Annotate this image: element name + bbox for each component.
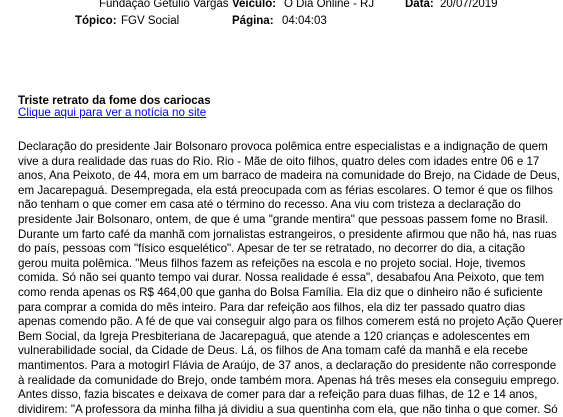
topic-value: FGV Social <box>121 15 180 27</box>
article-line: à realidade da comunidade do Brejo, onde também mora. Apenas há três meses ela conseguiu emprego. <box>18 373 560 387</box>
article-line: vulnerabilidade social, da Cidade de Deus. Lá, os filhos de Ana tomam café da manhã e ela recebe <box>18 344 528 358</box>
vehicle-label: Veículo: <box>232 0 277 10</box>
article-line: do país, pessoas com "físico esquelético". Apesar de ter se retratado, no decorrer do dia, a citação <box>18 242 526 256</box>
article-line: Declaração do presidente Jair Bolsonaro provoca polêmica entre especialistas e a indignação de quem <box>18 140 548 153</box>
view-on-site-link[interactable]: Clique aqui para ver a notícia no site <box>18 106 207 119</box>
article-line: mantimentos. Para a motogirl Flávia de Araújo, de 37 anos, a declaração do presidente não corresponde <box>18 358 557 372</box>
article-line: Durante um farto café da manhã com jornalistas estrangeiros, o presidente afirmou que não há, nas ruas <box>18 227 557 241</box>
article-line: apenas comendo pão. A fé de que vai conseguir algo para os filhos comerem está no projeto Ação Querer <box>18 315 563 329</box>
article-line: em Jacarepaguá. Desempregada, ela está preocupada com as férias escolares. O temor é que os filhos <box>18 183 553 197</box>
header-row-topic <box>0 13 543 30</box>
article-line: vive a dura realidade das ruas do Rio. Rio - Mãe de oito filhos, quatro deles com idades entre 06 e 17 <box>18 154 540 168</box>
publisher-name: Fundação Getulio Vargas <box>99 0 229 10</box>
topic-label: Tópico: <box>75 15 117 27</box>
article-line: não tenham o que comer em casa até o término do recesso. Ana viu com tristeza a declaração do <box>18 198 521 212</box>
article-line: dividirem: "A professora da minha filha já dividiu a sua quentinha com ela, que não tinha o que comer. Só <box>18 402 558 416</box>
article-line: presidente Jair Bolsonaro, ontem, de que é uma "grande mentira" que pessoas passem fome no Brasil. <box>18 212 549 226</box>
date-label: Data: <box>405 0 434 10</box>
article-line: como renda apenas os R$ 464,00 que ganha do Bolsa Família. Ela diz que o dinheiro não é suficiente <box>18 285 543 299</box>
article-line: para comprar a comida do mês inteiro. Para dar refeição aos filhos, ela diz ter passado quatro dias <box>18 300 526 314</box>
article-line: comida. Só não sei quanto tempo vai durar. Nossa realidade é essa", desabafou Ana Peixoto, que tem <box>18 271 545 285</box>
article-title: Triste retrato da fome dos cariocas <box>18 94 211 107</box>
page-label: Página: <box>232 15 274 27</box>
article-line: anos, Ana Peixoto, de 44, mora em um barraco de madeira na comunidade do Brejo, na Cidade de Deus, <box>18 169 561 183</box>
vehicle-value: O Dia Online - RJ <box>284 0 375 10</box>
date-value: 20/07/2019 <box>440 0 498 10</box>
article-body <box>18 140 563 417</box>
article-line: Antes disso, fazia biscates e deixava de comer para dar a refeição para duas filhas, de 12 e 14 anos, <box>18 388 538 402</box>
header-row-source <box>0 0 543 13</box>
clipping-header <box>0 0 543 40</box>
page-value: 04:04:03 <box>282 15 327 27</box>
article-line: gerou muita polêmica. "Meus filhos fazem as refeições na escola e no projeto social. Hoje, tivemos <box>18 256 526 270</box>
article-line: Bem Social, da Igreja Presbiteriana de Jacarepaguá, que atende a 120 crianças e adolescentes em <box>18 329 530 343</box>
